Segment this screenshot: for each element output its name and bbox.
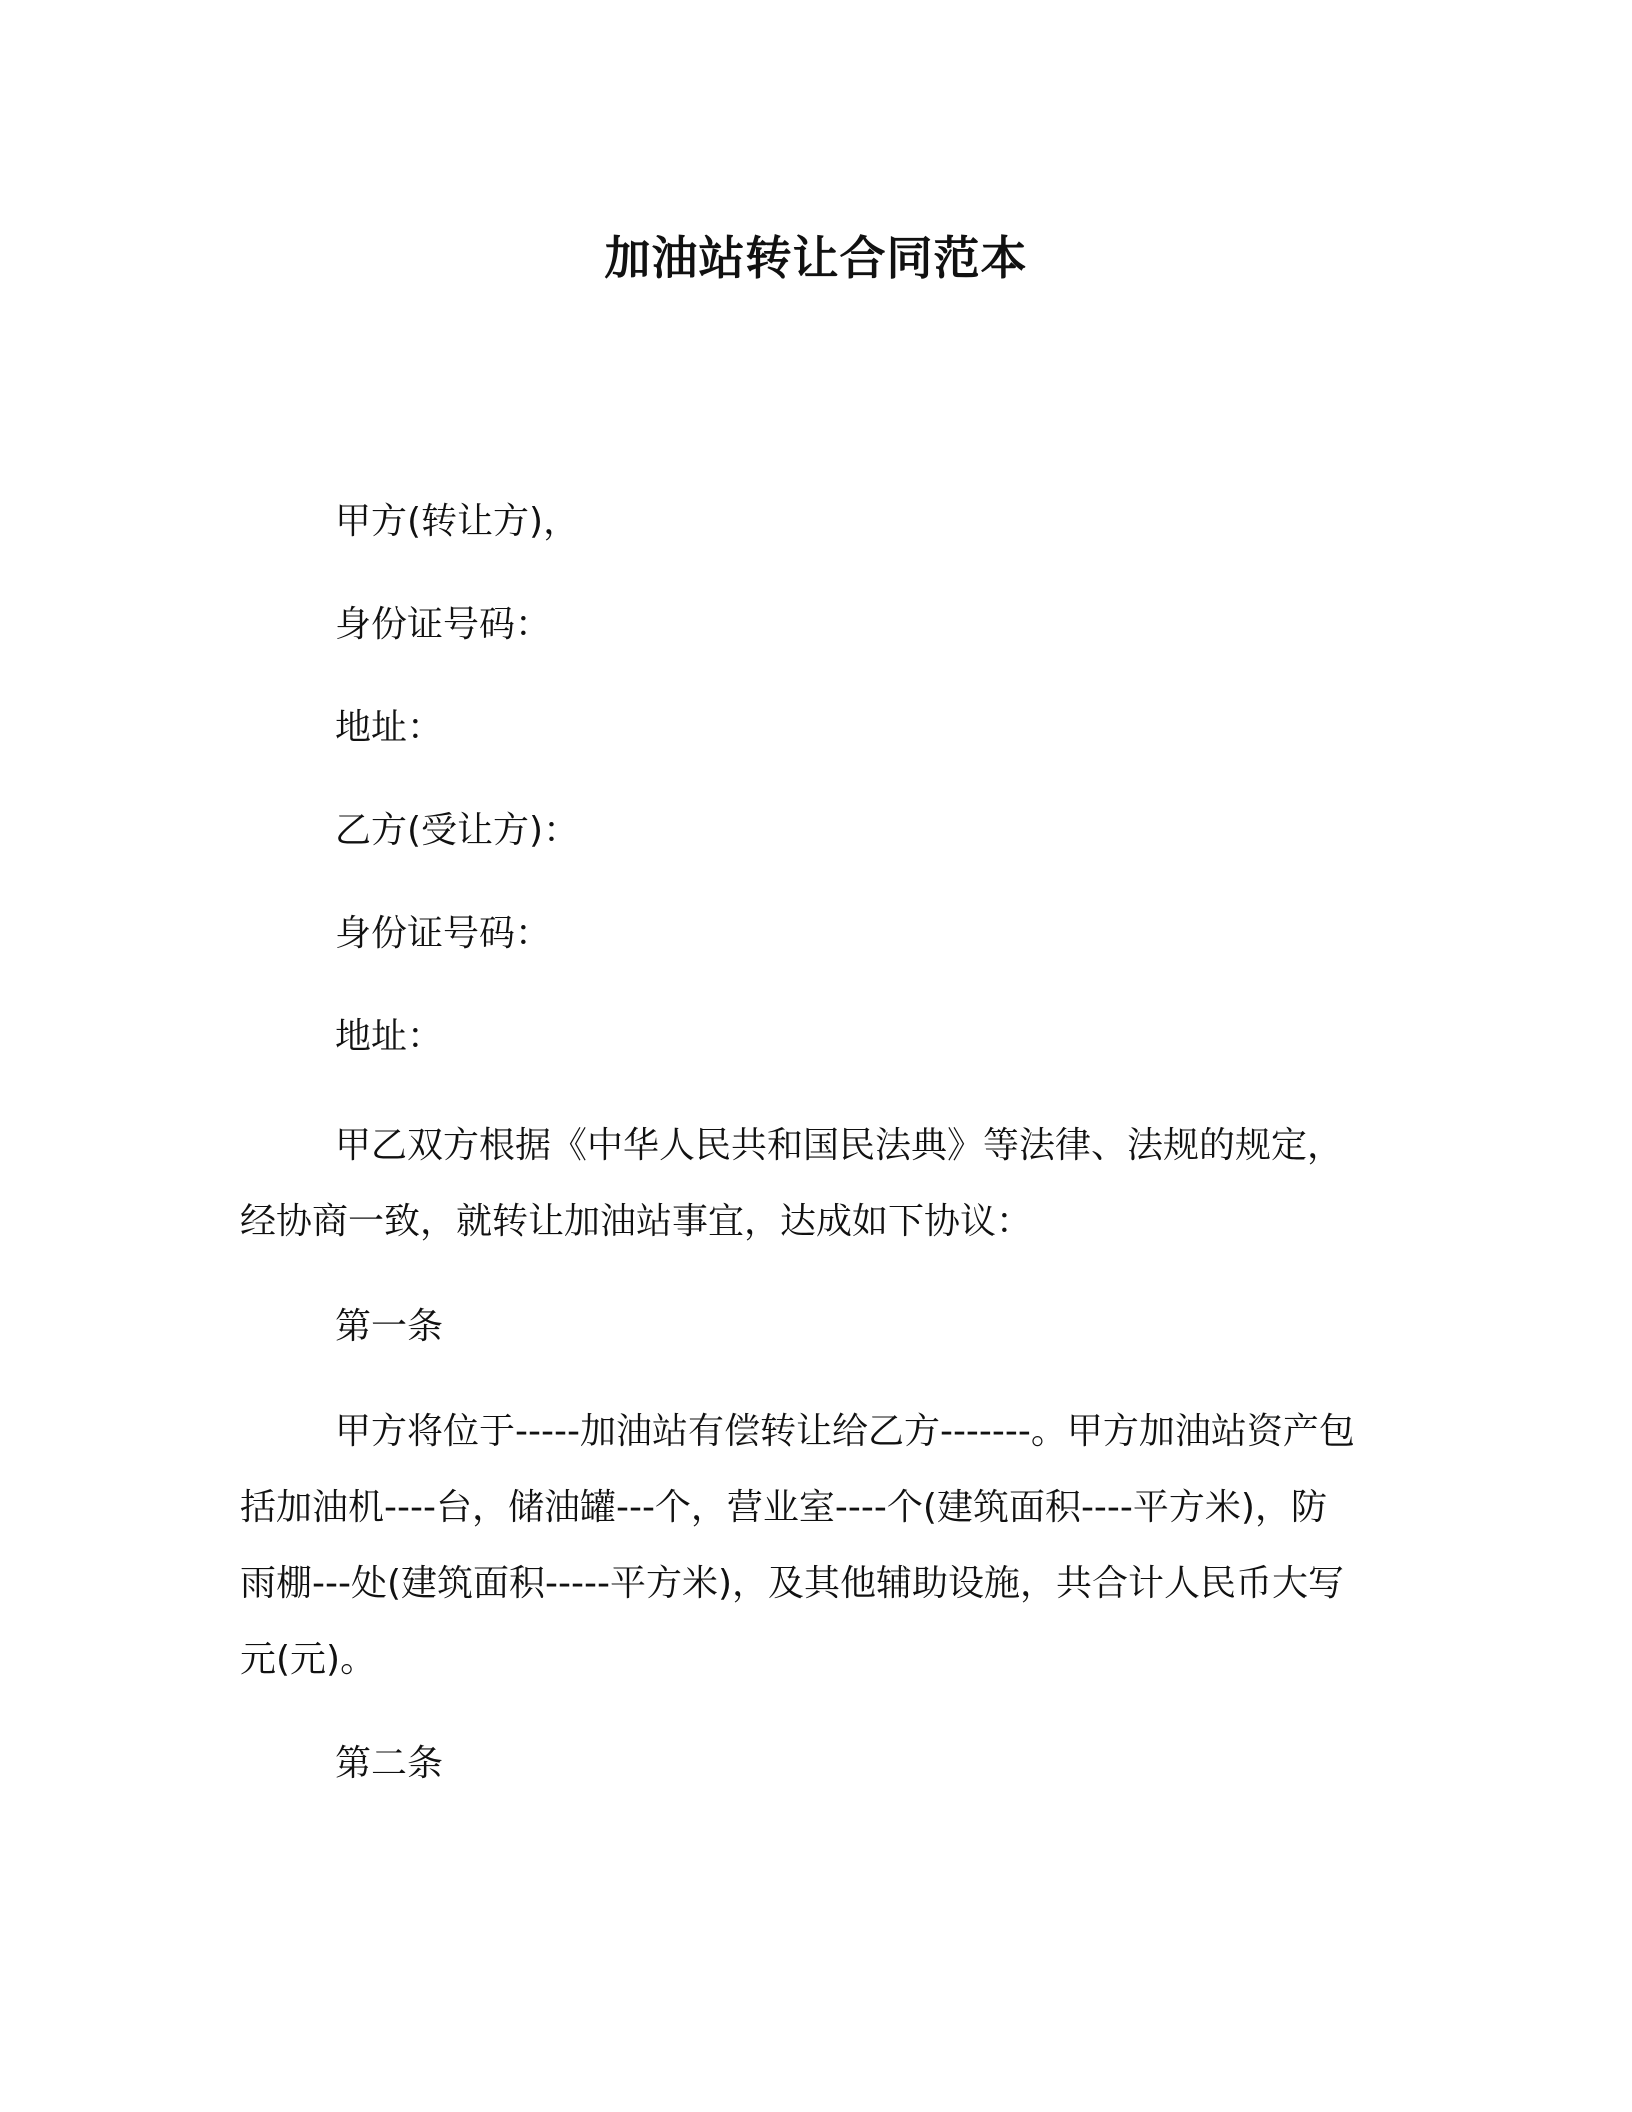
document-title: 加油站转让合同范本 xyxy=(604,231,1028,285)
intro-line-2: 经协商一致，就转让加油站事宜，达成如下协议： xyxy=(240,1201,1033,1242)
party-a-label: 甲方(转让方)， xyxy=(335,501,580,542)
article-2-heading: 第二条 xyxy=(335,1743,444,1784)
party-b-address-label: 地址： xyxy=(335,1016,444,1057)
party-a-address-label: 地址： xyxy=(335,707,444,748)
article-1-line-3: 雨棚---处(建筑面积-----平方米)，及其他辅助设施，共合计人民币大写 xyxy=(240,1563,1345,1604)
article-1-heading: 第一条 xyxy=(335,1306,444,1347)
article-1-line-2: 括加油机----台，储油罐---个，营业室----个(建筑面积----平方米)，防 xyxy=(240,1487,1327,1528)
party-b-id-label: 身份证号码： xyxy=(335,913,552,954)
party-a-id-label: 身份证号码： xyxy=(335,604,552,645)
article-1-line-4: 元(元)。 xyxy=(240,1639,377,1680)
party-b-label: 乙方(受让方)： xyxy=(335,810,580,851)
article-1-line-1: 甲方将位于-----加油站有偿转让给乙方-------。甲方加油站资产包 xyxy=(335,1411,1355,1452)
intro-line-1: 甲乙双方根据《中华人民共和国民法典》等法律、法规的规定， xyxy=(335,1125,1344,1166)
